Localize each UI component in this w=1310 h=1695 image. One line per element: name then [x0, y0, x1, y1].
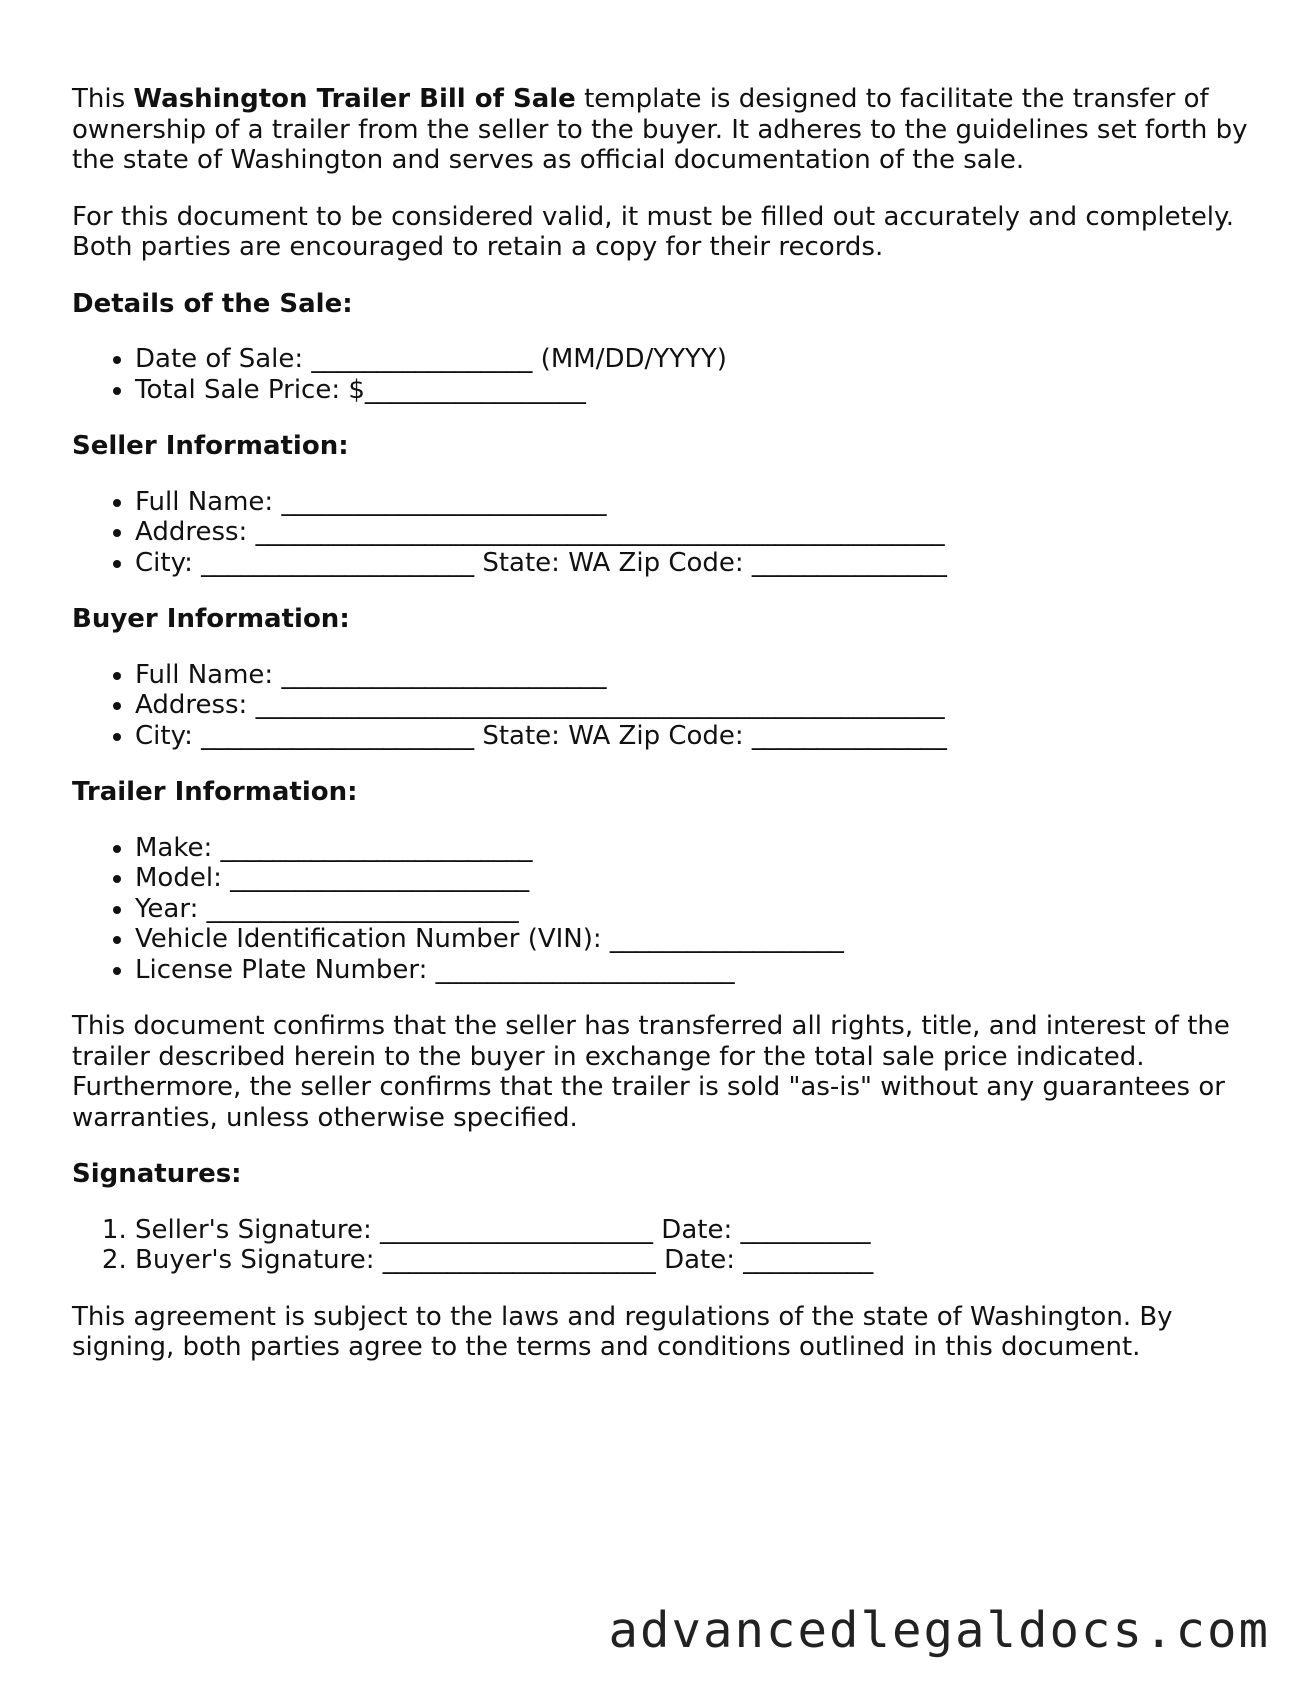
sale-date-field: • Date of Sale: _________________ (MM/DD/YYYY) — [135, 344, 1252, 375]
document-title: Washington Trailer Bill of Sale — [133, 84, 576, 114]
buyer-city-state-zip-field: • City: _____________________ State: WA Zip Code: _______________ — [135, 721, 1252, 752]
signatures-list — [72, 1215, 1252, 1276]
validity-paragraph: For this document to be considered valid, it must be filled out accurately and completely. Both parties are encouraged to retain a copy for their records. — [72, 201, 1234, 262]
trailer-info-list — [72, 833, 1252, 986]
trailer-make-field: • Make: ________________________ — [135, 833, 1252, 864]
seller-address-field: • Address: _____________________________________________________ — [135, 517, 1252, 548]
trailer-plate-field: • License Plate Number: _______________________ — [135, 955, 1252, 986]
buyer-info-list — [72, 660, 1252, 752]
trailer-year-field: • Year: ________________________ — [135, 894, 1252, 925]
signatures-heading: Signatures: — [72, 1159, 242, 1189]
seller-info-heading: Seller Information: — [72, 431, 349, 461]
intro-text-after: template is designed to facilitate the transfer of ownership of a trailer from the seller to the buyer. It adheres to the guidelines set forth by the state of Washington and serves as official documentation of the sale. — [72, 84, 1248, 175]
trailer-info-heading: Trailer Information: — [72, 777, 358, 807]
site-watermark: advancedlegaldocs.com — [608, 1602, 1270, 1659]
seller-city-state-zip-field: • City: _____________________ State: WA Zip Code: _______________ — [135, 548, 1252, 579]
intro-text-before: This — [72, 84, 134, 114]
closing-paragraph: This agreement is subject to the laws and regulations of the state of Washington. By signing, both parties agree to the terms and conditions outlined in this document. — [72, 1301, 1173, 1362]
seller-name-field: • Full Name: _________________________ — [135, 487, 1252, 518]
buyer-signature-field: 2. Buyer's Signature: _____________________ Date: __________ — [135, 1245, 1252, 1276]
buyer-info-heading: Buyer Information: — [72, 604, 350, 634]
trailer-vin-field: • Vehicle Identification Number (VIN): __________________ — [135, 924, 1252, 955]
intro-paragraph — [72, 84, 1252, 176]
seller-signature-field: 1. Seller's Signature: _____________________ Date: __________ — [135, 1215, 1252, 1246]
sale-details-list — [72, 344, 1252, 405]
sale-details-heading: Details of the Sale: — [72, 288, 353, 319]
buyer-name-field: • Full Name: _________________________ — [135, 660, 1252, 691]
buyer-address-field: • Address: _____________________________________________________ — [135, 690, 1252, 721]
seller-info-list — [72, 487, 1252, 579]
confirmation-paragraph: This document confirms that the seller has transferred all rights, title, and interest of the trailer described herein to the buyer in exchange for the total sale price indicated. Furthermore, the seller confirms that the trailer is sold "as-is" without any guarantees or warranties, unless otherwise specified. — [72, 1011, 1230, 1133]
document-body — [72, 84, 1252, 1389]
sale-price-field: • Total Sale Price: $_________________ — [135, 375, 1252, 406]
trailer-model-field: • Model: _______________________ — [135, 863, 1252, 894]
